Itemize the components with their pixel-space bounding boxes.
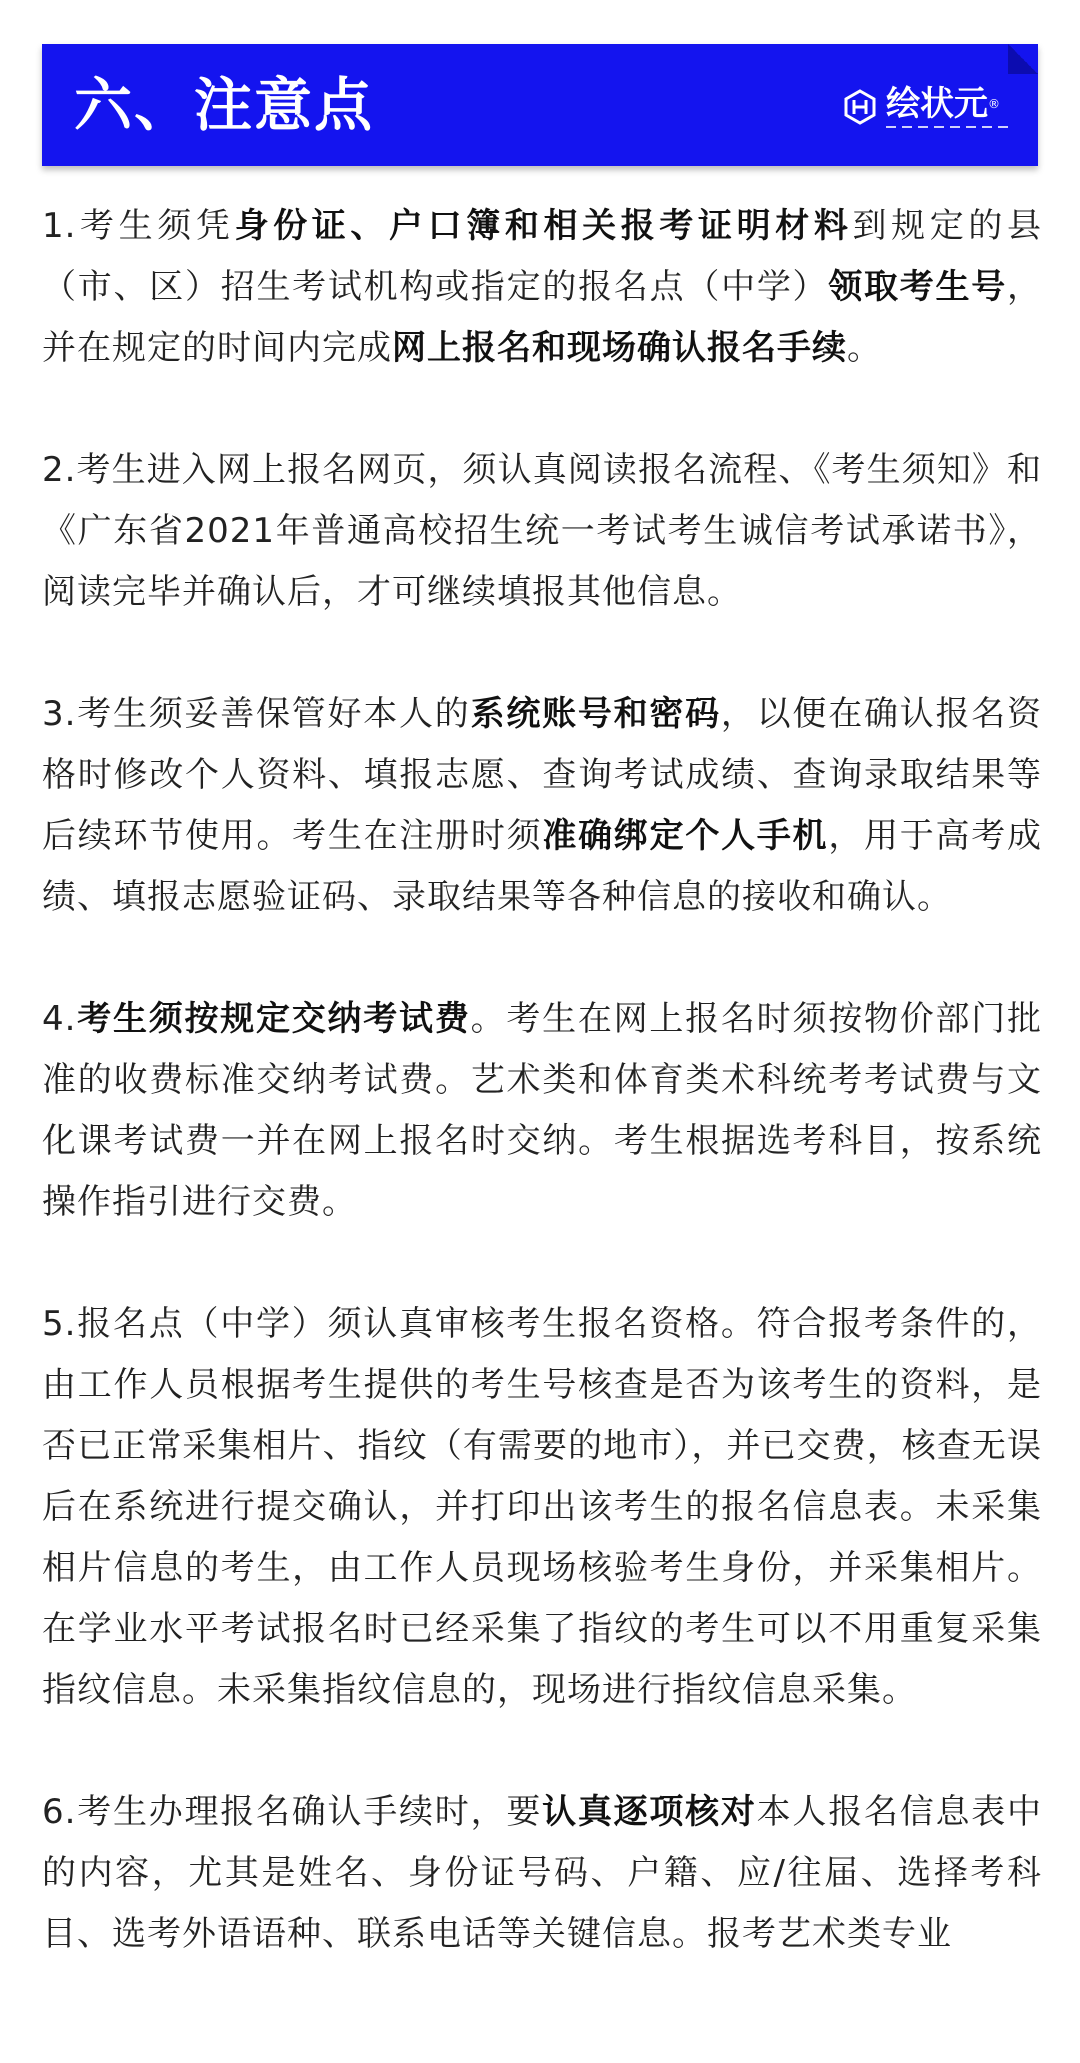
text-segment: 6.考生办理报名确认手续时，要 (42, 1792, 543, 1832)
text-segment: 。考生在网上报名时须按物价部门批准的收费标准交纳考试费。艺术类和体育类术科统考考试费与文化课考试费一并在网上报名时交纳。考生根据选考科目，按系统操作指引进行交费。 (42, 999, 1043, 1222)
emphasis-segment: 领取考生号 (828, 267, 1008, 307)
notice-item-3 (42, 684, 1042, 928)
section-title: 六、注意点 (74, 71, 375, 139)
text-segment: 5.报名点（中学）须认真审核考生报名资格。符合报考条件的，由工作人员根据考生提供的考生号核查是否为该考生的资料，是否已正常采集相片、指纹（有需要的地市），并已交费，核查无误后在系统进行提交确认，并打印出该考生的报名信息表。未采集相片信息的考生，由工作人员现场核验考生身份，并采集相片。在学业水平考试报名时已经采集了指纹的考生可以不用重复采集指纹信息。未采集指纹信息的，现场进行指纹信息采集。 (42, 1304, 1042, 1710)
brand-tagline-decoration (886, 126, 1008, 128)
registered-mark: ® (988, 97, 1000, 111)
text-segment: 。 (847, 328, 882, 368)
emphasis-segment: 身份证、户口簿和相关报考证明材料 (234, 206, 853, 246)
emphasis-segment: 网上报名和现场确认报名手续 (392, 328, 847, 368)
text-segment: 3.考生须妥善保管好本人的 (42, 694, 471, 734)
notice-item-2 (42, 440, 1042, 623)
text-segment: 本人报名信息表中的内容，尤其是姓名、身份证号码、户籍、应/往届、选择考科目、选考外语语种、联系电话等关键信息。报考艺术类专业 (42, 1792, 1042, 1954)
notice-item-5 (42, 1294, 1042, 1721)
emphasis-segment: 准确绑定个人手机 (542, 816, 829, 856)
article-body (42, 196, 1042, 2026)
emphasis-segment: 系统账号和密码 (470, 694, 721, 734)
text-segment: 1.考生须凭 (42, 206, 235, 246)
page-fold-corner (1008, 44, 1038, 74)
section-header-banner (42, 44, 1038, 166)
text-segment: 2.考生进入网上报名网页，须认真阅读报名流程、《考生须知》和《广东省2021年普通高校招生统一考试考生诚信考试承诺书》，阅读完毕并确认后，才可继续填报其他信息。 (42, 450, 1042, 612)
text-segment: ，并在规定的时间内完成 (42, 267, 1043, 368)
hexagon-logo-icon (842, 89, 878, 125)
emphasis-segment: 认真逐项核对 (542, 1792, 757, 1832)
brand-name: 绘状元 (886, 84, 988, 124)
text-segment: ，用于高考成绩、填报志愿验证码、录取结果等各种信息的接收和确认。 (42, 816, 1043, 917)
brand-logo (842, 86, 1008, 128)
notice-item-6 (42, 1782, 1042, 1965)
text-segment: 到规定的县（市、区）招生考试机构或指定的报名点（中学） (42, 206, 1043, 307)
emphasis-segment: 考生须按规定交纳考试费 (76, 999, 471, 1039)
text-segment: ，以便在确认报名资格时修改个人资料、填报志愿、查询考试成绩、查询录取结果等后续环节使用。考生在注册时须 (42, 694, 1042, 856)
notice-item-1 (42, 196, 1042, 379)
notice-item-4 (42, 989, 1042, 1233)
text-segment: 4. (42, 999, 77, 1039)
